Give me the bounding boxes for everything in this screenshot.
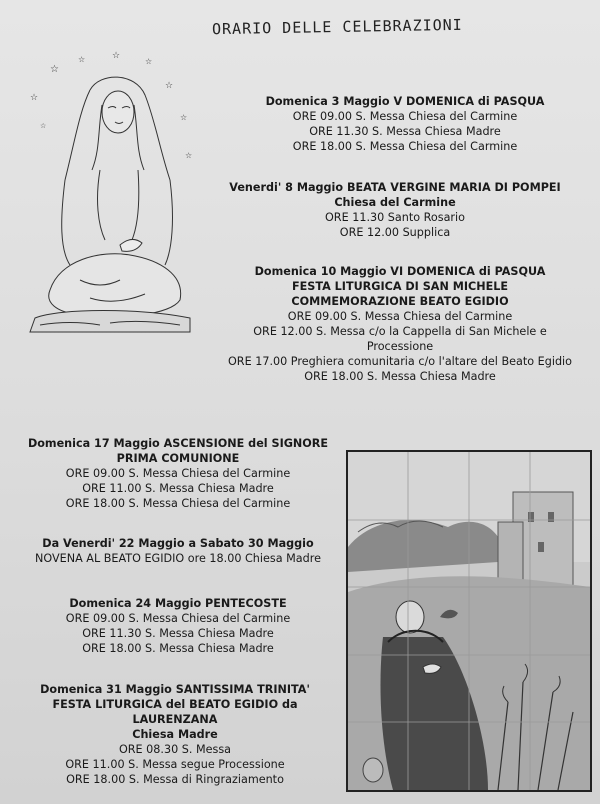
event-heading: PRIMA COMUNIONE (116, 452, 240, 465)
event-heading: FESTA LITURGICA del BEATO EGIDIO da LAURENZANA (52, 698, 298, 726)
event-line: ORE 12.00 Supplica (339, 226, 451, 239)
svg-text:☆: ☆ (30, 93, 39, 103)
event-heading: FESTA LITURGICA DI SAN MICHELE (292, 280, 508, 293)
svg-text:☆: ☆ (112, 51, 121, 61)
event-line: ORE 11.00 S. Messa Chiesa Madre (82, 482, 274, 495)
madonna-drawing (20, 50, 195, 340)
event-block-1 (210, 94, 600, 154)
event-heading: Chiesa del Carmine (334, 196, 456, 209)
event-line: ORE 09.00 S. Messa Chiesa del Carmine (65, 467, 291, 480)
event-heading: Domenica 3 Maggio V DOMENICA di PASQUA (265, 95, 545, 108)
beato-egidio-tile-painting (346, 450, 592, 792)
event-line: NOVENA AL BEATO EGIDIO ore 18.00 Chiesa Madre (35, 552, 321, 565)
event-line: ORE 08.30 S. Messa (118, 743, 232, 756)
svg-text:☆: ☆ (165, 81, 174, 91)
event-line: ORE 09.00 S. Messa Chiesa del Carmine (292, 110, 518, 123)
event-heading: Domenica 17 Maggio ASCENSIONE del SIGNORE (27, 437, 329, 450)
event-block-2 (200, 180, 590, 240)
event-line: Processione (366, 340, 434, 353)
svg-text:☆: ☆ (78, 55, 86, 64)
event-line: ORE 11.30 S. Messa Chiesa Madre (82, 627, 274, 640)
event-block-4 (18, 436, 338, 511)
event-line: ORE 11.30 S. Messa Chiesa Madre (309, 125, 501, 138)
event-line: ORE 09.00 S. Messa Chiesa del Carmine (65, 612, 291, 625)
event-line: ORE 18.00 S. Messa Chiesa Madre (82, 642, 274, 655)
event-block-6 (18, 596, 338, 656)
event-heading: COMMEMORAZIONE BEATO EGIDIO (291, 295, 509, 308)
svg-text:☆: ☆ (40, 122, 47, 130)
event-block-5 (18, 536, 338, 566)
event-heading: Domenica 10 Maggio VI DOMENICA di PASQUA (254, 265, 546, 278)
svg-text:☆: ☆ (180, 113, 188, 122)
event-block-7 (10, 682, 340, 787)
event-line: ORE 18.00 S. Messa Chiesa del Carmine (292, 140, 518, 153)
event-line: ORE 09.00 S. Messa Chiesa del Carmine (287, 310, 513, 323)
event-line: ORE 11.30 Santo Rosario (325, 211, 465, 224)
event-line: ORE 18.00 S. Messa di Ringraziamento (66, 773, 284, 786)
event-heading: Chiesa Madre (132, 728, 218, 741)
event-line: ORE 18.00 S. Messa Chiesa del Carmine (65, 497, 291, 510)
svg-text:☆: ☆ (145, 57, 153, 66)
event-heading: Da Venerdi' 22 Maggio a Sabato 30 Maggio (42, 537, 314, 550)
event-heading: Domenica 24 Maggio PENTECOSTE (69, 597, 287, 610)
event-line: ORE 11.00 S. Messa segue Processione (65, 758, 285, 771)
event-line: ORE 12.00 S. Messa c/o la Cappella di San Michele e (253, 325, 547, 338)
tile-artwork (348, 452, 590, 790)
event-line: ORE 17.00 Preghiera comunitaria c/o l'altare del Beato Egidio (228, 355, 572, 368)
svg-text:☆: ☆ (50, 64, 59, 75)
page-title: ORARIO DELLE CELEBRAZIONI (211, 15, 463, 39)
event-heading: Domenica 31 Maggio SANTISSIMA TRINITA' (40, 683, 310, 696)
svg-text:☆: ☆ (185, 151, 193, 160)
event-heading: Venerdi' 8 Maggio BEATA VERGINE MARIA DI POMPEI (229, 181, 561, 194)
event-line: ORE 18.00 S. Messa Chiesa Madre (304, 370, 496, 383)
event-block-3 (200, 264, 600, 384)
